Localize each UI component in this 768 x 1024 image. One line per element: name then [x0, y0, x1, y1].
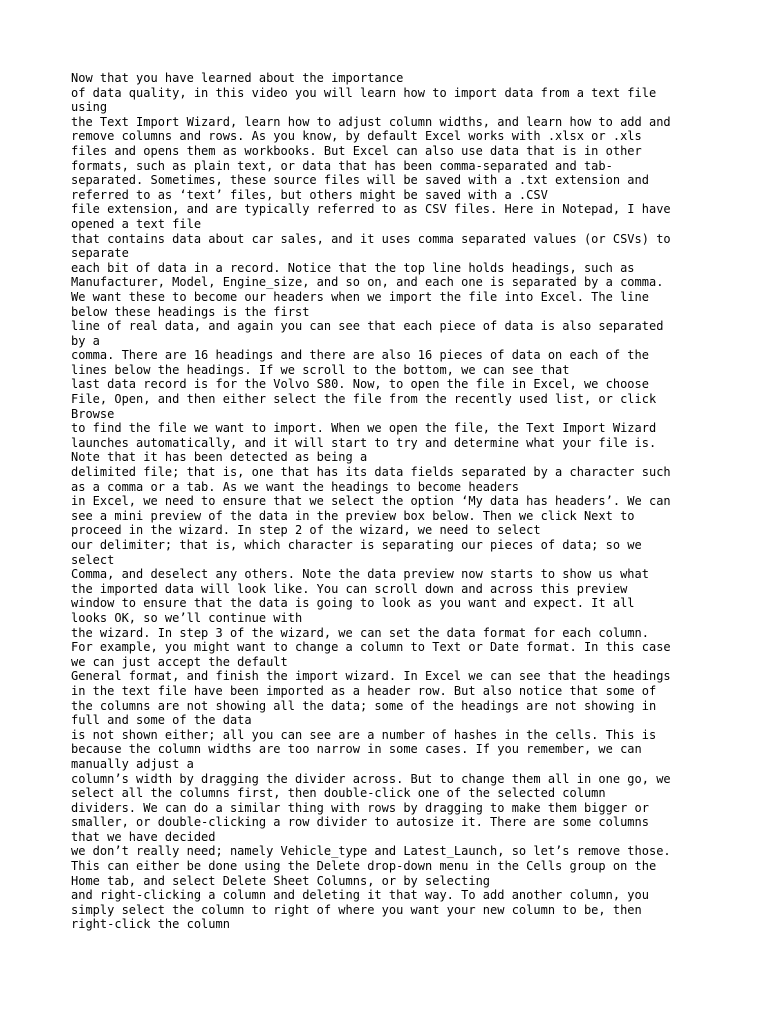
text-line: smaller, or double-clicking a row divider to autosize it. There are some columns	[71, 815, 649, 830]
text-line: in the text file have been imported as a header row. But also notice that some of	[71, 683, 657, 698]
text-line: select	[71, 552, 115, 567]
text-line: Now that you have learned about the importance	[71, 71, 404, 85]
text-line: file extension, and are typically referred to as CSV files. Here in Notepad, I have	[71, 202, 671, 217]
text-line: opened a text file	[71, 216, 202, 231]
text-line: For example, you might want to change a column to Text or Date format. In this case	[71, 640, 671, 655]
text-line: remove columns and rows. As you know, by default Excel works with .xlsx or .xls	[71, 129, 642, 144]
text-line: each bit of data in a record. Notice that the top line holds headings, such as	[71, 260, 635, 275]
text-line: because the column widths are too narrow in some cases. If you remember, we can	[71, 742, 642, 757]
text-line: our delimiter; that is, which character is separating our pieces of data; so we	[71, 538, 642, 552]
text-line: looks OK, so we’ll continue with	[71, 610, 303, 625]
text-line: in Excel, we need to ensure that we select the option ‘My data has headers’. We can	[71, 494, 671, 509]
text-line: the columns are not showing all the data; some of the headings are not showing in	[71, 698, 657, 713]
text-line: last data record is for the Volvo S80. Now, to open the file in Excel, we choose	[71, 377, 649, 392]
text-line: launches automatically, and it will start to try and determine what your file is.	[71, 435, 657, 450]
text-line: that we have decided	[71, 829, 216, 844]
text-line: We want these to become our headers when we import the file into Excel. The line	[71, 289, 649, 304]
text-line: formats, such as plain text, or data that has been comma-separated and tab-	[71, 158, 613, 173]
text-line: that contains data about car sales, and it uses comma separated values (or CSVs) to	[71, 231, 671, 246]
text-line: see a mini preview of the data in the preview box below. Then we click Next to	[71, 508, 635, 523]
text-line: Comma, and deselect any others. Note the data preview now starts to show us what	[71, 567, 649, 582]
text-line: delimited file; that is, one that has its data fields separated by a character such	[71, 465, 671, 480]
text-line: File, Open, and then either select the file from the recently used list, or click	[71, 392, 657, 407]
text-line: lines below the headings. If we scroll to the bottom, we can see that	[71, 362, 570, 377]
document-body	[71, 71, 711, 932]
text-line: Note that it has been detected as being a	[71, 450, 368, 465]
text-line: Home tab, and select Delete Sheet Columns, or by selecting	[71, 873, 491, 888]
text-line: by a	[71, 333, 100, 348]
text-line: line of real data, and again you can see that each piece of data is also separated	[71, 319, 664, 334]
text-line: simply select the column to right of where you want your new column to be, then	[71, 902, 642, 917]
text-line: as a comma or a tab. As we want the headings to become headers	[71, 479, 519, 494]
text-line: separate	[71, 246, 129, 261]
text-line: window to ensure that the data is going to look as you want and expect. It all	[71, 596, 635, 611]
text-line: Manufacturer, Model, Engine_size, and so on, and each one is separated by a comma.	[71, 275, 664, 290]
text-line: and right-clicking a column and deleting it that way. To add another column, you	[71, 888, 649, 903]
text-line: we can just accept the default	[71, 654, 288, 669]
text-line: proceed in the wizard. In step 2 of the wizard, we need to select	[71, 523, 541, 538]
text-line: right-click the column	[71, 917, 230, 932]
text-line: below these headings is the first	[71, 304, 310, 319]
text-line: separated. Sometimes, these source files will be saved with a .txt extension and	[71, 173, 649, 188]
text-line: referred to as ‘text’ files, but others might be saved with a .CSV	[71, 187, 548, 202]
text-line: manually adjust a	[71, 756, 194, 771]
text-line: using	[71, 100, 108, 115]
text-line: of data quality, in this video you will learn how to import data from a text file	[71, 85, 657, 100]
text-line: This can either be done using the Delete drop-down menu in the Cells group on the	[71, 859, 657, 874]
text-line: Browse	[71, 406, 115, 421]
text-line: comma. There are 16 headings and there are also 16 pieces of data on each of the	[71, 348, 649, 363]
text-line: full and some of the data	[71, 713, 252, 728]
text-line: the wizard. In step 3 of the wizard, we can set the data format for each column.	[71, 625, 649, 640]
text-line: files and opens them as workbooks. But Excel can also use data that is in other	[71, 143, 642, 158]
text-line: column’s width by dragging the divider across. But to change them all in one go, we	[71, 771, 671, 786]
text-line: select all the columns first, then double-click one of the selected column	[71, 786, 606, 801]
text-line: the Text Import Wizard, learn how to adjust column widths, and learn how to add and	[71, 114, 671, 129]
text-line: is not shown either; all you can see are a number of hashes in the cells. This is	[71, 727, 657, 742]
text-line: the imported data will look like. You can scroll down and across this preview	[71, 581, 628, 596]
text-line: to find the file we want to import. When we open the file, the Text Import Wizard	[71, 421, 657, 436]
text-line: dividers. We can do a similar thing with rows by dragging to make them bigger or	[71, 800, 649, 815]
text-line: General format, and finish the import wizard. In Excel we can see that the headings	[71, 669, 671, 684]
text-line: we don’t really need; namely Vehicle_type and Latest_Launch, so let’s remove those.	[71, 844, 671, 859]
